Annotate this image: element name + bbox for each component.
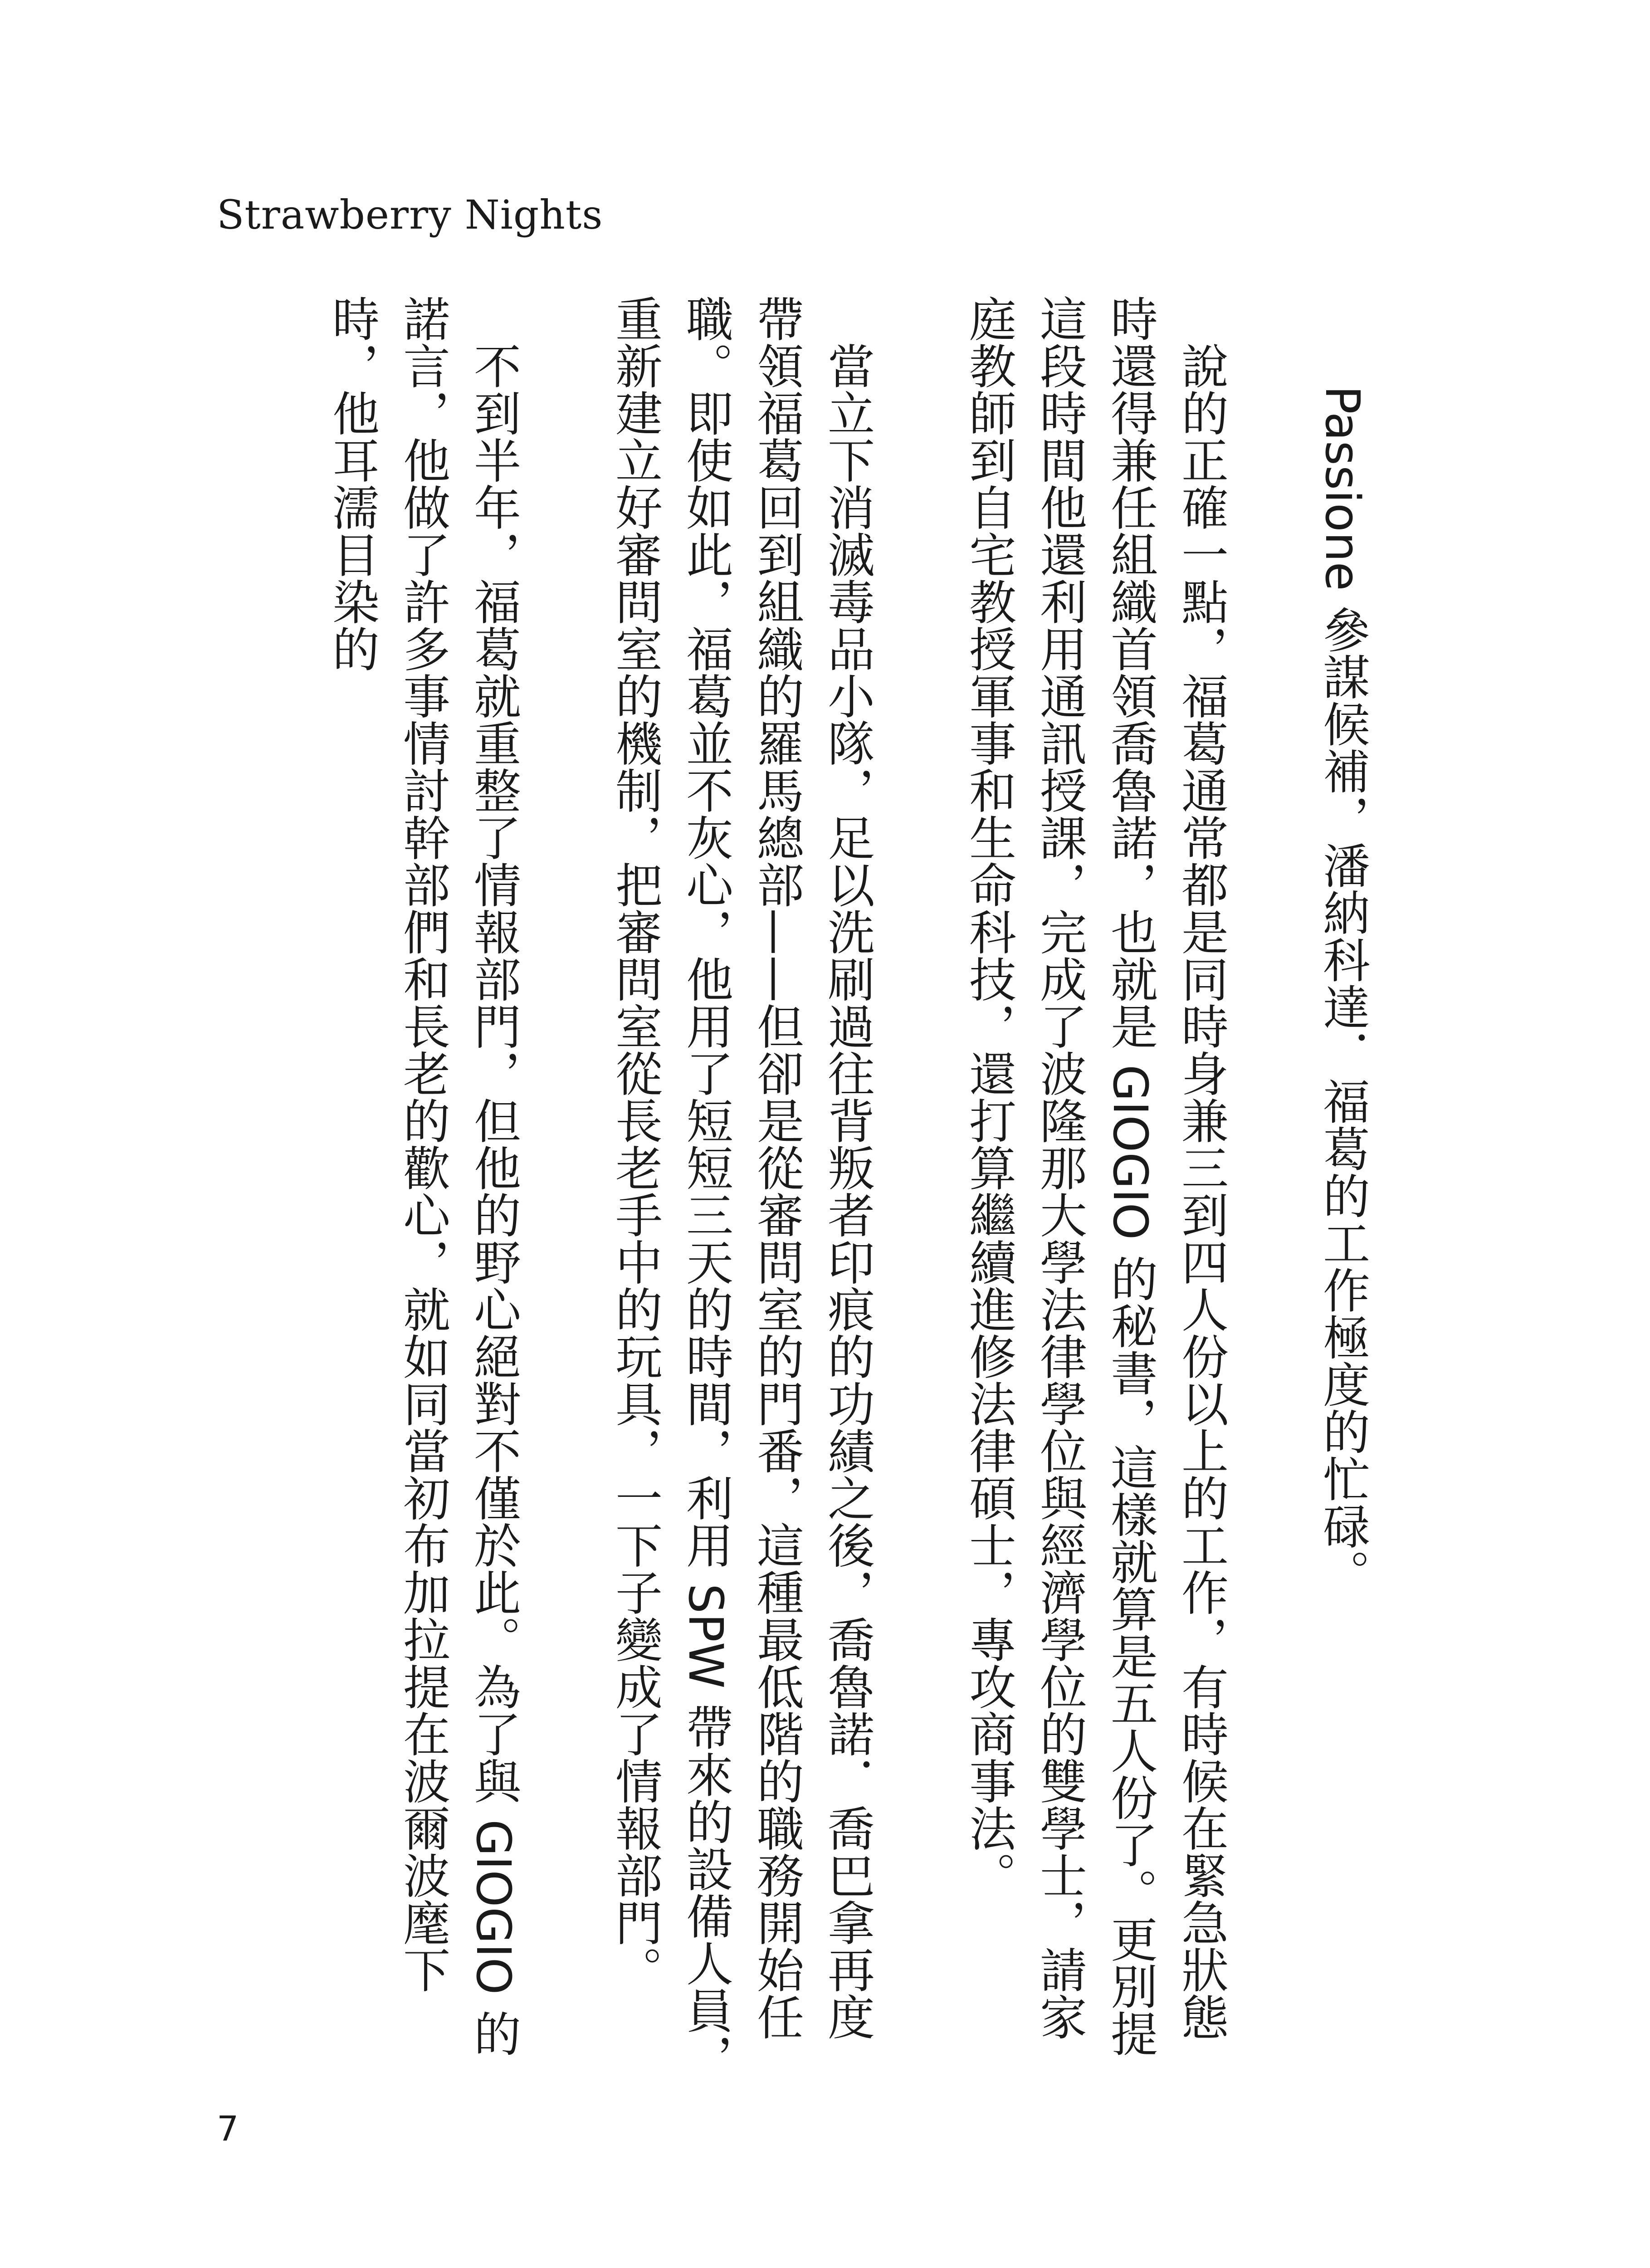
paragraph-4: 不到半年，福葛就重整了情報部門，但他的野心絕對不僅於此。為了與 GIOGIO 的諾言，他做了許多事情討幹部們和長老的歡心，就如同當初布加拉提在波爾波麾下時，他耳濡目染的 xyxy=(324,295,521,2057)
running-header: Strawberry Nights xyxy=(217,191,603,238)
paragraph-1: Passione 參謀候補，潘納科達．福葛的工作極度的忙碌。 xyxy=(1315,386,1370,1597)
body-text xyxy=(289,295,1378,2087)
page-number: 7 xyxy=(217,2108,239,2149)
paragraph-2: 說的正確一點，福葛通常都是同時身兼三到四人份以上的工作，有時候在緊急狀態時還得兼任組織首領喬魯諾，也就是 GIOGIO 的秘書，這樣就算是五人份了。更別提這段時間他還利用通訊授課，完成了波隆那大學法律學位與經濟學位的雙學士，請家庭教師到自宅教授軍事和生命科技，還打算繼續進修法律碩士，專攻商事法。 xyxy=(961,295,1229,2057)
paragraph-3: 當立下消滅毒品小隊，足以洗刷過往背叛者印痕的功績之後，喬魯諾．喬巴拿再度帶領福葛回到組織的羅馬總部——但卻是從審問室的門番，這種最低階的職務開始任職。即使如此，福葛並不灰心，他用了短短三天的時間，利用 SPW 帶來的設備人員，重新建立好審問室的機制，把審問室從長老手中的玩具，一下子變成了情報部門。 xyxy=(607,295,875,2081)
